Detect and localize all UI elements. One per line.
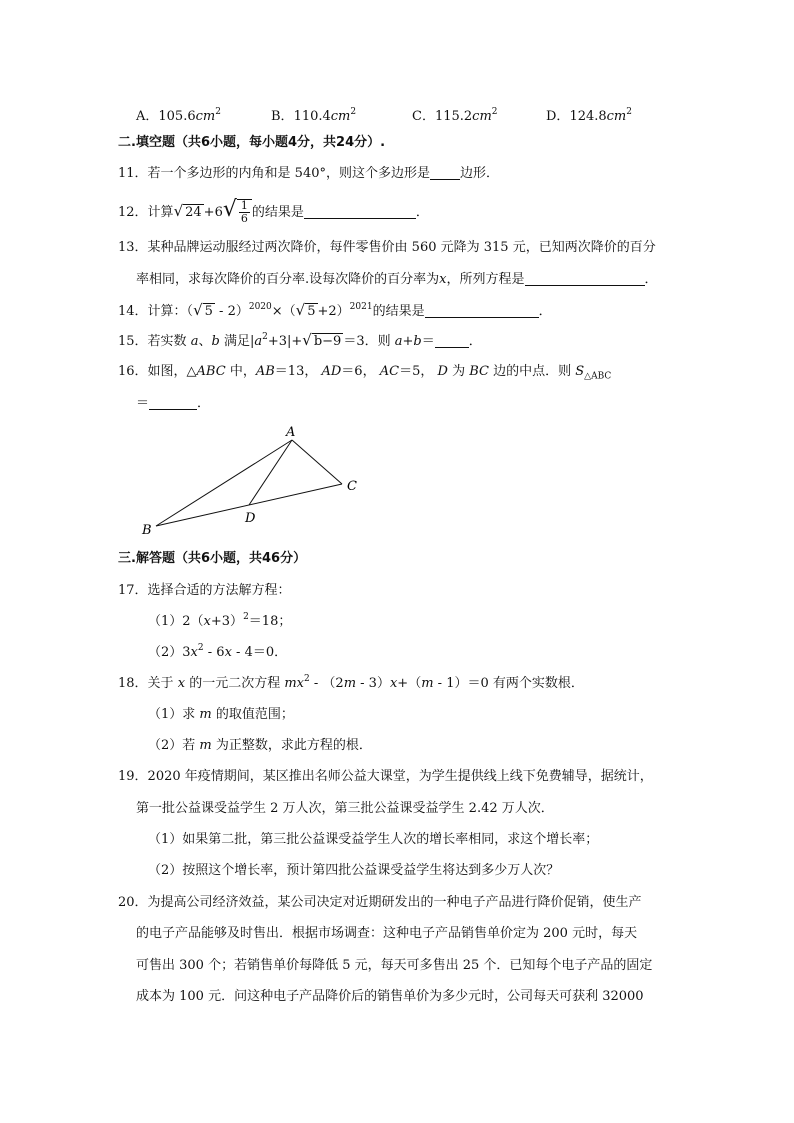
question-19-part-1: （1）如果第二批，第三批公益课受益学生人次的增长率相同，求这个增长率； <box>148 832 599 847</box>
label-c: C <box>347 479 357 494</box>
question-19-part-2: （2）按照这个增长率，预计第四批公益课受益学生将达到多少万人次？ <box>148 863 560 878</box>
question-17-part-2: $(2)3x^2 - 6x - 4=0$． <box>148 643 288 660</box>
question-17-part-1: $(1)2(x+3)^2=18$； <box>148 612 292 629</box>
question-15: 15．若实数 a、b 满足$|a^2+3|+√$ b−9 ＝3．则 a+b＝ ． <box>118 331 482 349</box>
question-17: 17．选择合适的方法解方程： <box>118 583 291 598</box>
answer-blank <box>425 303 539 318</box>
question-19-line-1: 19．2020 年疫情期间，某区推出名师公益大课堂，为学生提供线上线下免费辅导，据统计， <box>118 769 653 784</box>
answer-blank <box>430 165 460 180</box>
section-title-solve: 三.解答题（共6小题，共46分） <box>118 551 307 566</box>
question-13-line-1: 13．某种品牌运动服经过两次降价，每件零售价由 560 元降为 315 元，已知两次降价的百分 <box>118 240 656 255</box>
segment-ab <box>156 440 292 526</box>
question-14: 14．计算：（√ 5 - 2）$^{2020}$×（√ 5 +2）$^{2021}$的结果是 ． <box>118 301 552 319</box>
question-20-line-2: 的电子产品能够及时售出．根据市场调查：这种电子产品销售单价定为 200 元时，每天 <box>136 926 638 941</box>
answer-blank <box>525 271 645 286</box>
question-20-line-3: 可售出 300 个；若销售单价每降低 5 元，每天可多售出 25 个．已知每个电子产品的固定 <box>136 958 653 973</box>
question-20-line-4: 成本为 100 元．问这种电子产品降价后的销售单价为多少元时，公司每天可获利 32000 <box>136 989 644 1004</box>
option-a: A．$105.6cm^2$ <box>136 107 221 124</box>
question-18-part-2: （2）若 m 为正整数，求此方程的根． <box>148 738 372 753</box>
segment-ac <box>292 440 342 484</box>
option-d: D．$124.8cm^2$ <box>546 107 632 124</box>
question-16-line-2: ＝ ． <box>136 396 211 411</box>
question-19-line-2: 第一批公益课受益学生 2 万人次，第三批公益课受益学生 2.42 万人次． <box>136 801 554 816</box>
question-18: 18．关于 x 的一元二次方程 $mx^2 - (2m - 3)x+(m - 1)=0$ 有两个实数根． <box>118 674 584 691</box>
option-c: C．$115.2cm^2$ <box>412 107 498 124</box>
question-11: 11．若一个多边形的内角和是 540°，则这个多边形是 边形． <box>118 166 500 181</box>
answer-blank <box>304 204 416 219</box>
section-title-fill-in: 二.填空题（共6小题，每小题4分，共24分）. <box>118 135 386 150</box>
option-b: B．$110.4cm^2$ <box>271 107 357 124</box>
segment-ad <box>249 440 292 505</box>
answer-blank <box>435 333 469 348</box>
label-a: A <box>286 425 296 440</box>
question-16-line-1: 16．如图，△ABC 中，AB＝13， AD＝6， AC＝5， D 为 BC 边的中点．则 $S_{\triangle ABC}$ <box>118 364 612 382</box>
question-18-part-1: （1）求 m 的取值范围； <box>148 707 294 722</box>
question-12: 12．计算√ 24 +6√ $\frac{1}{6}$ 的结果是 ． <box>118 197 429 225</box>
question-13-line-2: 率相同，求每次降价的百分率.设每次降价的百分率为x，所列方程是 ． <box>136 272 658 287</box>
question-20-line-1: 20．为提高公司经济效益，某公司决定对近期研发出的一种电子产品进行降价促销，使生产 <box>118 895 642 910</box>
label-b: B <box>142 523 152 538</box>
answer-blank <box>149 395 197 410</box>
triangle-figure <box>130 420 380 545</box>
label-d: D <box>245 511 256 526</box>
